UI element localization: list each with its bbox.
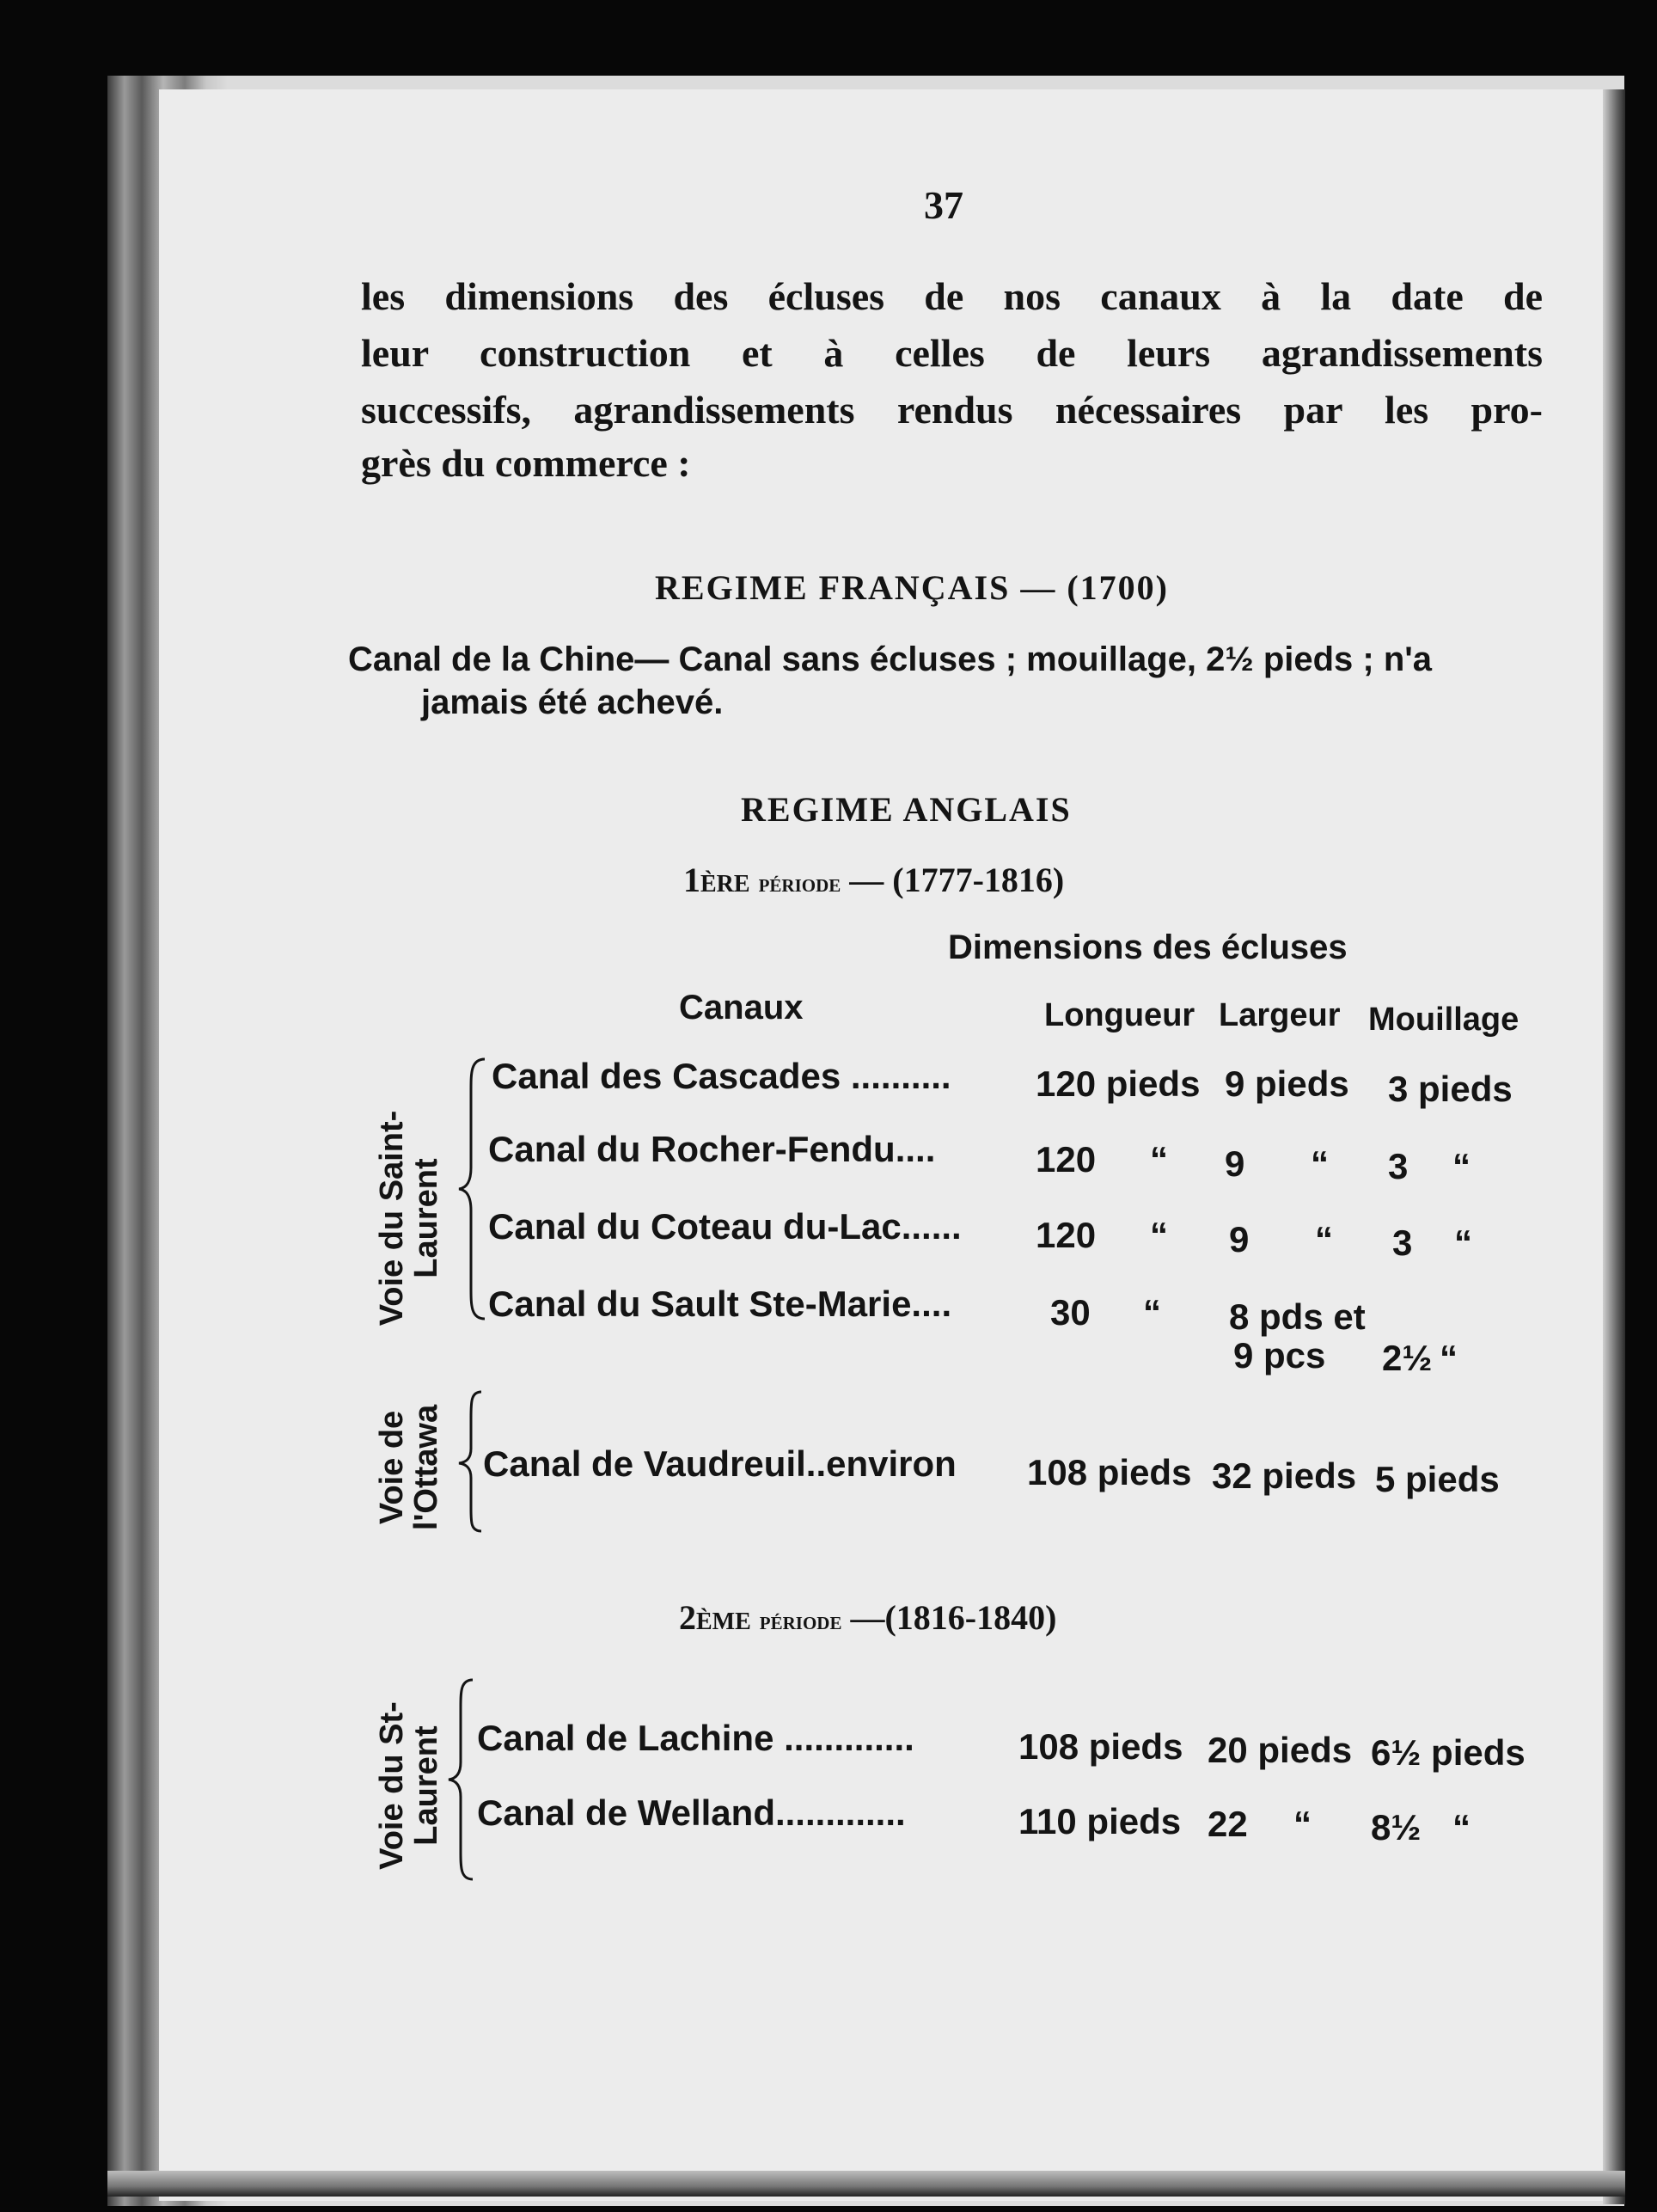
- p1-row1-longueur: 120 pieds: [1036, 1063, 1201, 1104]
- p1-row2-longueur: 120: [1036, 1139, 1097, 1180]
- group-label-ottawa-line-1: Voie de: [374, 1410, 410, 1525]
- p1-row3-longueur-ditto: “: [1150, 1215, 1168, 1255]
- group-label-ottawa-line-2: l'Ottawa: [408, 1404, 444, 1531]
- p1-row2-canal: Canal du Rocher-Fendu....: [488, 1129, 936, 1169]
- p1-row4-longueur-ditto: “: [1143, 1292, 1161, 1333]
- brace-saint-laurent: [456, 1056, 490, 1322]
- period-1-heading: [683, 860, 1064, 900]
- p1-row3-largeur: 9: [1229, 1219, 1250, 1259]
- p2-row2-largeur-ditto: “: [1293, 1804, 1312, 1844]
- period-1-word: période: [758, 869, 841, 898]
- intro-line-4: grès du commerce :: [361, 441, 691, 485]
- dimensions-header: Dimensions des écluses: [948, 928, 1348, 966]
- col-mouillage: Mouillage: [1368, 1002, 1519, 1038]
- page-number: 37: [924, 183, 963, 227]
- p2-row2-mouillage-ditto: “: [1452, 1807, 1471, 1847]
- period-2-word: période: [759, 1607, 842, 1635]
- p1-ottawa-mouillage: 5 pieds: [1375, 1459, 1500, 1499]
- p2-row2-largeur: 22: [1208, 1804, 1248, 1844]
- period-2-dates: —(1816-1840): [850, 1598, 1057, 1637]
- p1-row4-longueur: 30: [1050, 1292, 1091, 1333]
- brace-st-laurent-2: [445, 1676, 480, 1883]
- p1-ottawa-largeur: 32 pieds: [1212, 1455, 1357, 1496]
- period-2-number: 2ème: [679, 1598, 751, 1637]
- p1-row3-longueur: 120: [1036, 1215, 1097, 1255]
- p1-row2-longueur-ditto: “: [1150, 1139, 1168, 1180]
- p1-row2-mouillage: 3: [1388, 1146, 1409, 1186]
- col-longueur: Longueur: [1044, 997, 1195, 1033]
- p1-row4-canal: Canal du Sault Ste-Marie....: [488, 1284, 952, 1324]
- regime-francais-heading: REGIME FRANÇAIS — (1700): [655, 568, 1169, 607]
- intro-line-1: les dimensions des écluses de nos canaux à la date de: [361, 274, 1543, 318]
- group-label-st-laurent-2-line-2: Laurent: [408, 1725, 444, 1846]
- p1-row4-mouillage: 2½: [1382, 1338, 1433, 1378]
- p1-row4-mouillage-ditto: “: [1440, 1338, 1458, 1378]
- p1-row3-mouillage: 3: [1392, 1222, 1413, 1263]
- group-label-line-2: Laurent: [408, 1158, 444, 1278]
- p1-ottawa-longueur: 108 pieds: [1027, 1452, 1192, 1492]
- period-1-number: 1ère: [683, 861, 750, 899]
- p1-ottawa-canal: Canal de Vaudreuil..environ: [483, 1443, 957, 1484]
- p1-row2-mouillage-ditto: “: [1452, 1146, 1471, 1186]
- p1-row2-largeur: 9: [1225, 1143, 1245, 1184]
- p1-row3-largeur-ditto: “: [1315, 1219, 1333, 1259]
- intro-line-3: successifs, agrandissements rendus nécessaires par les pro-: [361, 388, 1543, 432]
- period-2-heading: [679, 1597, 1056, 1638]
- intro-line-2: leur construction et à celles de leurs agrandissements: [361, 331, 1543, 375]
- page-edge-bottom: [107, 2171, 1625, 2197]
- p2-row1-longueur: 108 pieds: [1018, 1726, 1183, 1767]
- col-canaux: Canaux: [679, 989, 804, 1026]
- canal-chine-entry: Canal de la Chine— Canal sans écluses ; mouillage, 2½ pieds ; n'a: [348, 640, 1433, 678]
- group-label-saint-laurent: [375, 1089, 447, 1347]
- p1-row4-largeur-2: 9 pcs: [1233, 1335, 1326, 1376]
- p2-row1-canal: Canal de Lachine .............: [477, 1718, 914, 1758]
- regime-anglais-heading: REGIME ANGLAIS: [741, 790, 1072, 829]
- group-label-st-laurent-2: [375, 1665, 447, 1906]
- p2-row1-largeur: 20 pieds: [1208, 1730, 1353, 1770]
- p2-row2-canal: Canal de Welland.............: [477, 1792, 906, 1833]
- p1-row2-largeur-ditto: “: [1311, 1143, 1329, 1184]
- p1-row4-largeur: 8 pds et: [1229, 1296, 1366, 1337]
- group-label-st-laurent-2-line-1: Voie du St-: [374, 1701, 410, 1870]
- col-largeur: Largeur: [1219, 997, 1341, 1033]
- group-label-ottawa: [375, 1373, 447, 1562]
- group-label-line-1: Voie du Saint-: [374, 1110, 410, 1327]
- period-1-dates: — (1777-1816): [849, 861, 1065, 899]
- p2-row2-mouillage: 8½: [1371, 1807, 1422, 1847]
- p1-row1-mouillage: 3 pieds: [1388, 1069, 1513, 1109]
- page-edge-right: [1603, 89, 1625, 2204]
- p1-row3-mouillage-ditto: “: [1454, 1222, 1472, 1263]
- canal-chine-entry-continued: jamais été achevé.: [421, 683, 724, 721]
- p1-row1-largeur: 9 pieds: [1225, 1063, 1349, 1104]
- p1-row1-canal: Canal des Cascades ..........: [492, 1056, 951, 1096]
- p1-row3-canal: Canal du Coteau du-Lac......: [488, 1206, 962, 1247]
- p2-row2-longueur: 110 pieds: [1018, 1801, 1182, 1841]
- p2-row1-mouillage: 6½ pieds: [1371, 1732, 1526, 1773]
